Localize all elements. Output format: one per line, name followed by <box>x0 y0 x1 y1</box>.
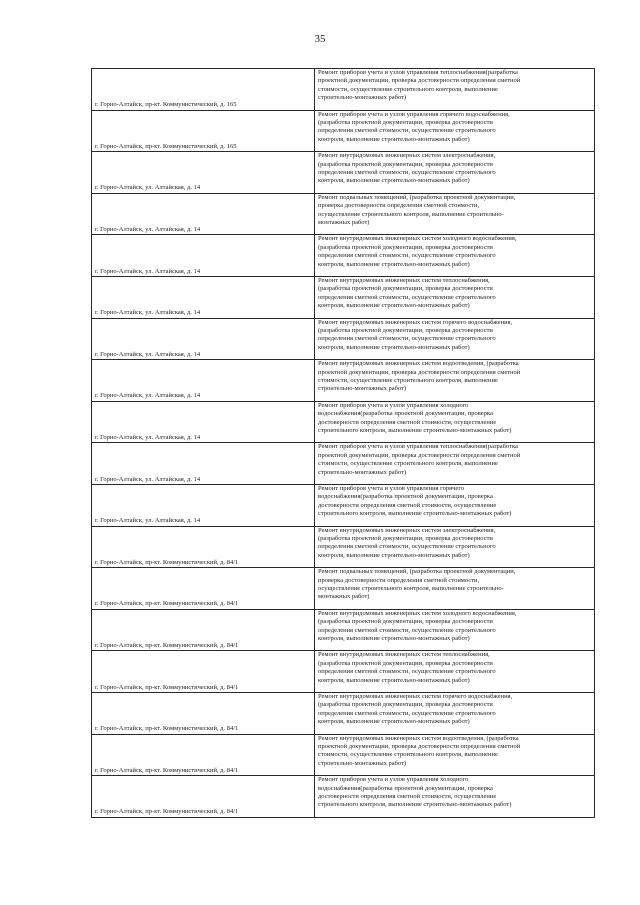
table-row <box>92 568 595 610</box>
works-table-body <box>92 69 595 818</box>
work-description-cell <box>315 276 595 318</box>
table-row <box>92 401 595 443</box>
address-cell: г. Горно-Алтайск, пр-кт. Коммунистический, д. 84/1 <box>92 609 315 651</box>
address-cell: г. Горно-Алтайск, ул. Алтайская, д. 14 <box>92 443 315 485</box>
work-description-cell <box>315 235 595 277</box>
page-number: 35 <box>314 33 326 45</box>
address-cell: г. Горно-Алтайск, пр-кт. Коммунистический, д. 84/1 <box>92 651 315 693</box>
work-description-cell <box>315 401 595 443</box>
work-description-line: Ремонт внутридомовых инженерных систем горячего водоснабжения, <box>318 692 513 700</box>
work-description-line: контроля, выполнение строительно-монтажных работ) <box>318 343 470 351</box>
table-row <box>92 484 595 526</box>
work-description-line: определения сметной стоимости, осуществление строительного <box>318 626 496 634</box>
work-description-line: (разработка проектной документации, проверка достоверности <box>318 701 493 709</box>
table-row <box>92 526 595 568</box>
work-description-line: монтажных работ) <box>318 593 370 601</box>
work-description-line: Ремонт внутридомовых инженерных систем холодного водоснабжения, <box>318 609 517 617</box>
work-description-line: Ремонт внутридомовых инженерных систем водоотведения, (разработка <box>318 734 519 742</box>
work-description-line: стоимости, осуществление строительного контроля, выполнение <box>318 85 498 93</box>
work-description-cell <box>315 443 595 485</box>
work-description-line: контроля, выполнение строительно-монтажных работ) <box>318 135 470 143</box>
work-description-line: строительно-монтажных работ) <box>318 94 407 102</box>
work-description-line: Ремонт приборов учета и узлов управления теплоснабжения(разработка <box>318 443 518 451</box>
table-row <box>92 276 595 318</box>
work-description-cell <box>315 609 595 651</box>
work-description-line: контроля, выполнение строительно-монтажных работ) <box>318 302 470 310</box>
work-description-line: (разработка проектной документации, проверка достоверности <box>318 160 493 168</box>
table-row <box>92 69 595 111</box>
table-row <box>92 110 595 152</box>
work-description-line: Ремонт подвальных помещений, (разработка проектной документации, <box>318 193 516 201</box>
work-description-line: Ремонт внутридомовых инженерных систем электроснабжения, <box>318 526 496 534</box>
work-description-line: определения сметной стоимости, осуществление строительного <box>318 335 496 343</box>
table-row <box>92 235 595 277</box>
work-description-cell <box>315 651 595 693</box>
work-description-line: Ремонт приборов учета и узлов управления горячего <box>318 484 465 492</box>
work-description-line: Ремонт внутридомовых инженерных систем водоотведения, (разработка <box>318 360 519 368</box>
work-description-line: достоверности определения сметной стоимости, осуществление <box>318 501 497 509</box>
work-description-line: строительно-монтажных работ) <box>318 468 407 476</box>
work-description-cell <box>315 360 595 402</box>
table-row <box>92 443 595 485</box>
address-cell: г. Горно-Алтайск, пр-кт. Коммунистический, д. 84/1 <box>92 692 315 734</box>
work-description-line: определения сметной стоимости, осуществление строительного <box>318 709 496 717</box>
work-description-cell <box>315 568 595 610</box>
work-description-line: стоимости, осуществление строительного контроля, выполнение <box>318 460 498 468</box>
work-description-line: монтажных работ) <box>318 219 370 226</box>
work-description-line: контроля, выполнение строительно-монтажных работ) <box>318 718 470 726</box>
table-row <box>92 193 595 235</box>
work-description-line: (разработка проектной документации, проверка достоверности <box>318 618 493 626</box>
work-description-line: проектной документации, проверка достоверности определения сметной <box>318 742 521 750</box>
work-description-cell <box>315 526 595 568</box>
table-row <box>92 609 595 651</box>
work-description-line: строительного контроля, выполнение строительно-монтажных работ) <box>318 426 512 434</box>
work-description-line: Ремонт внутридомовых инженерных систем электроснабжения, <box>318 152 496 160</box>
address-cell: г. Горно-Алтайск, пр-кт. Коммунистический, д. 84/1 <box>92 734 315 776</box>
work-description-line: контроля, выполнение строительно-монтажных работ) <box>318 634 470 642</box>
work-description-line: водоснабжения(разработка проектной документации, проверка <box>318 784 493 792</box>
work-description-line: стоимости, осуществление строительного контроля, выполнение <box>318 751 498 759</box>
work-description-line: (разработка проектной документации, проверка достоверности <box>318 243 493 251</box>
work-description-line: контроля, выполнение строительно-монтажных работ) <box>318 177 470 185</box>
work-description-line: осуществление строительного контроля, выполнение строительно- <box>318 584 504 592</box>
work-description-line: проектной документации, проверка достоверности определения сметной <box>318 77 521 85</box>
work-description-line: определения сметной стоимости, осуществление строительного <box>318 127 496 135</box>
work-description-line: определения сметной стоимости, осуществление строительного <box>318 293 496 301</box>
work-description-cell <box>315 692 595 734</box>
work-description-line: стоимости, осуществление строительного контроля, выполнение <box>318 376 498 384</box>
work-description-line: Ремонт приборов учета и узлов управления теплоснабжения(разработка <box>318 69 518 76</box>
address-cell: г. Горно-Алтайск, ул. Алтайская, д. 14 <box>92 484 315 526</box>
work-description-line: контроля, выполнение строительно-монтажных работ) <box>318 260 470 268</box>
work-description-cell <box>315 193 595 235</box>
table-row <box>92 734 595 776</box>
address-cell: г. Горно-Алтайск, ул. Алтайская, д. 14 <box>92 276 315 318</box>
work-description-line: определения сметной стоимости, осуществление строительного <box>318 252 496 260</box>
address-cell: г. Горно-Алтайск, ул. Алтайская, д. 14 <box>92 360 315 402</box>
address-cell: г. Горно-Алтайск, пр-кт. Коммунистический, д. 84/1 <box>92 568 315 610</box>
work-description-line: строительно-монтажных работ) <box>318 385 407 393</box>
address-cell: г. Горно-Алтайск, ул. Алтайская, д. 14 <box>92 318 315 360</box>
work-description-line: определения сметной стоимости, осуществление строительного <box>318 169 496 176</box>
work-description-cell <box>315 734 595 776</box>
work-description-line: Ремонт внутридомовых инженерных систем теплоснабжения, <box>318 276 490 284</box>
work-description-line: Ремонт внутридомовых инженерных систем горячего водоснабжения, <box>318 318 513 326</box>
table-row <box>92 360 595 402</box>
work-description-line: Ремонт приборов учета и узлов управления холодного <box>318 401 469 409</box>
work-description-line: водоснабжения(разработка проектной документации, проверка <box>318 493 493 501</box>
address-cell: г. Горно-Алтайск, ул. Алтайская, д. 14 <box>92 401 315 443</box>
work-description-cell <box>315 484 595 526</box>
work-description-cell <box>315 110 595 152</box>
table-row <box>92 692 595 734</box>
work-description-line: строительного контроля, выполнение строительно-монтажных работ) <box>318 801 512 809</box>
work-description-line: (разработка проектной документации, проверка достоверности <box>318 326 493 334</box>
work-description-line: осуществление строительного контроля, выполнение строительно- <box>318 210 504 218</box>
work-description-line: контроля, выполнение строительно-монтажных работ) <box>318 551 470 559</box>
work-description-line: (разработка проектной документации, проверка достоверности <box>318 285 493 293</box>
work-description-line: (разработка проектной документации, проверка достоверности <box>318 659 493 667</box>
work-description-line: Ремонт внутридомовых инженерных систем холодного водоснабжения, <box>318 235 517 243</box>
address-cell: г. Горно-Алтайск, ул. Алтайская, д. 14 <box>92 193 315 235</box>
address-cell: г. Горно-Алтайск, ул. Алтайская, д. 14 <box>92 235 315 277</box>
table-row <box>92 152 595 194</box>
work-description-line: проверка достоверности определения сметной стоимости, <box>318 576 480 584</box>
work-description-line: определения сметной стоимости, осуществление строительного <box>318 668 496 676</box>
work-description-line: достоверности определения сметной стоимости, осуществление <box>318 418 497 426</box>
work-description-line: строительного контроля, выполнение строительно-монтажных работ) <box>318 510 512 518</box>
work-description-line: проверка достоверности определения сметной стоимости, <box>318 202 480 210</box>
work-description-line: проектной документации, проверка достоверности определения сметной <box>318 368 521 376</box>
work-description-line: контроля, выполнение строительно-монтажных работ) <box>318 676 470 684</box>
work-description-line: достоверности определения сметной стоимости, осуществление <box>318 792 497 800</box>
address-cell: г. Горно-Алтайск, ул. Алтайская, д. 14 <box>92 152 315 194</box>
work-description-line: (разработка проектной документации, проверка достоверности <box>318 119 493 126</box>
work-description-line: Ремонт приборов учета и узлов управления горячего водоснабжения, <box>318 110 510 118</box>
work-description-line: проектной документации, проверка достоверности определения сметной <box>318 451 521 459</box>
work-description-cell <box>315 152 595 194</box>
works-table <box>91 68 595 818</box>
work-description-line: (разработка проектной документации, проверка достоверности <box>318 534 493 542</box>
work-description-cell <box>315 776 595 818</box>
work-description-cell <box>315 69 595 111</box>
work-description-line: Ремонт приборов учета и узлов управления холодного <box>318 776 469 784</box>
address-cell: г. Горно-Алтайск, пр-кт. Коммунистический, д. 165 <box>92 69 315 111</box>
work-description-line: Ремонт подвальных помещений, (разработка проектной документации, <box>318 568 516 576</box>
work-description-line: водоснабжения(разработка проектной документации, проверка <box>318 410 493 418</box>
address-cell: г. Горно-Алтайск, пр-кт. Коммунистический, д. 84/1 <box>92 776 315 818</box>
table-row <box>92 651 595 693</box>
work-description-line: определения сметной стоимости, осуществление строительного <box>318 543 496 551</box>
work-description-line: Ремонт внутридомовых инженерных систем теплоснабжения, <box>318 651 490 659</box>
work-description-cell <box>315 318 595 360</box>
address-cell: г. Горно-Алтайск, пр-кт. Коммунистический, д. 165 <box>92 110 315 152</box>
address-cell: г. Горно-Алтайск, пр-кт. Коммунистический, д. 84/1 <box>92 526 315 568</box>
table-row <box>92 776 595 818</box>
table-row <box>92 318 595 360</box>
work-description-line: строительно-монтажных работ) <box>318 759 407 767</box>
